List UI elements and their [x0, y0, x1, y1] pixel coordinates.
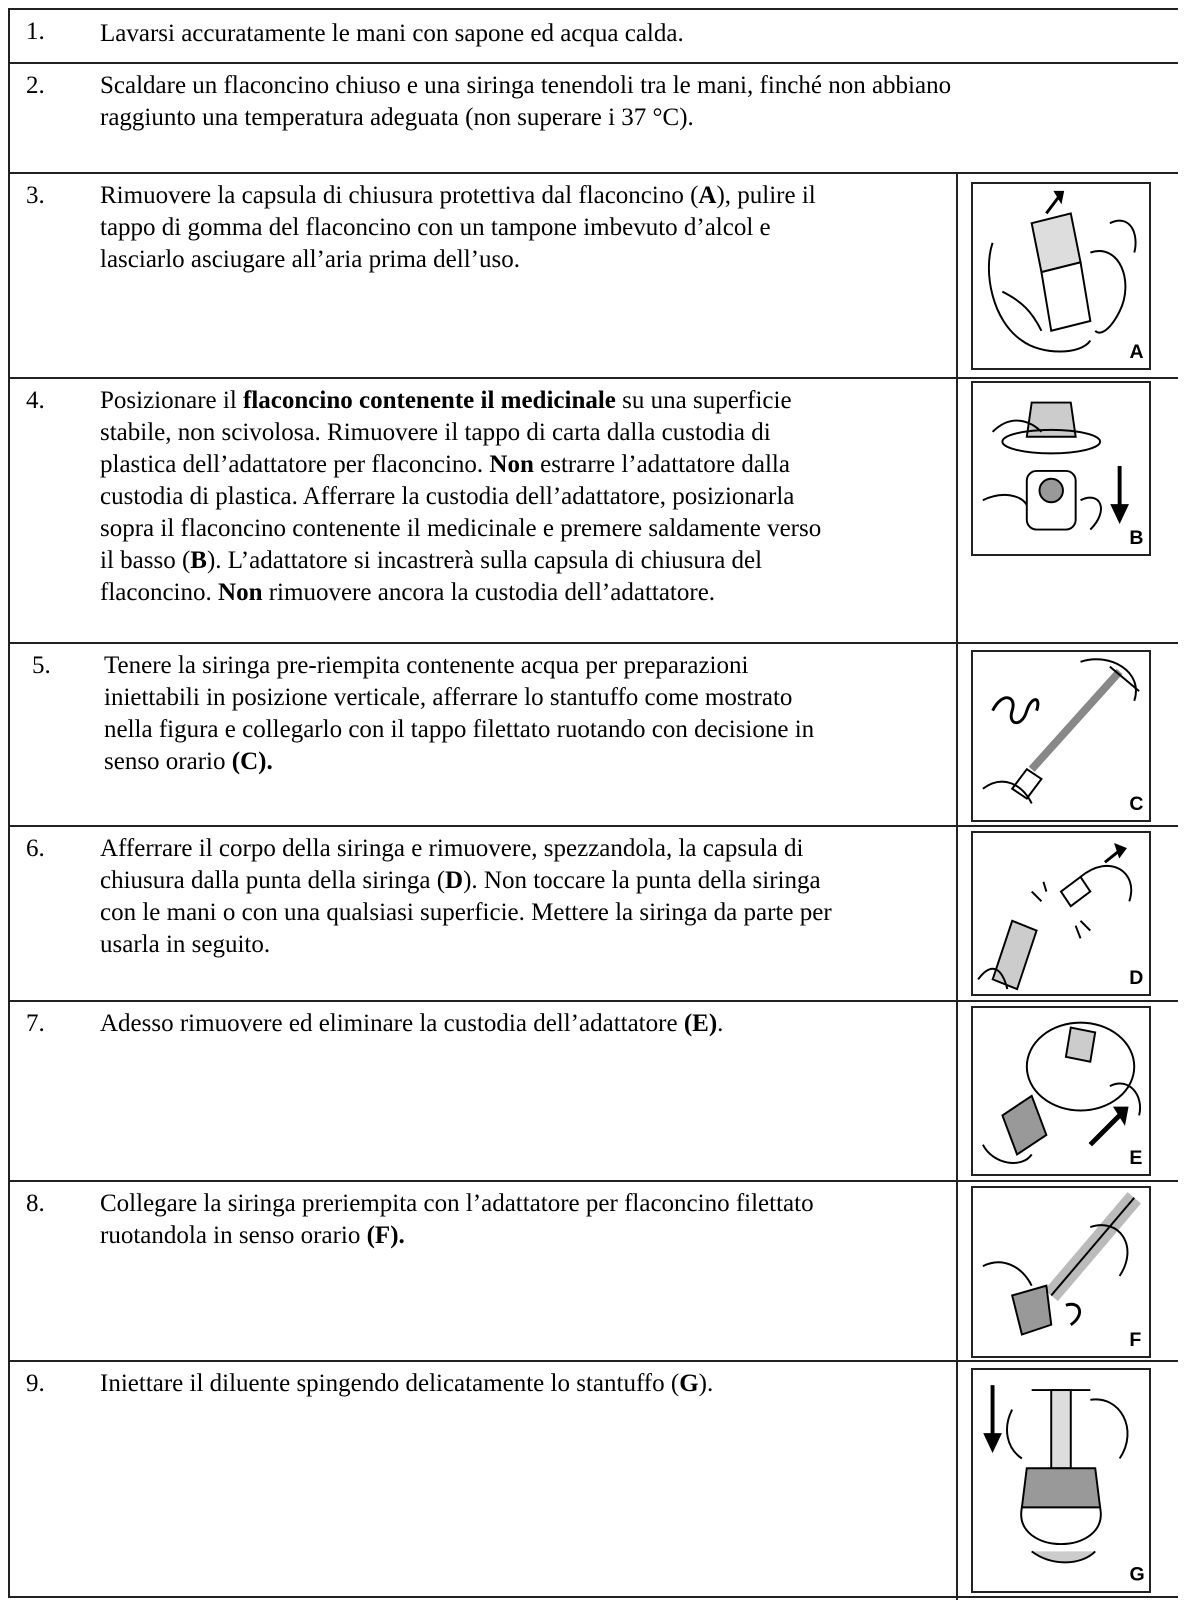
step-text-line: Scaldare un flaconcino chiuso e una siringa tenendoli tra le mani, finché non abbiano — [100, 72, 952, 99]
step-text — [100, 18, 684, 50]
step-text-line: raggiunto una temperatura adeguata (non superare i 37 °C). — [100, 104, 694, 131]
step-number: 8. — [26, 1190, 45, 1217]
column-divider — [956, 1002, 958, 1182]
step-text-line: con le mani o con una qualsiasi superficie. Mettere la siringa da parte per — [100, 899, 832, 926]
hand-vial-cap-icon — [973, 184, 1149, 368]
figure-d-illustration — [971, 831, 1151, 996]
connect-syringe-icon — [973, 1188, 1149, 1356]
column-divider — [956, 1362, 958, 1600]
figure-letter: F — [1129, 1329, 1142, 1352]
figure-e-illustration — [971, 1006, 1151, 1176]
step-number: 9. — [26, 1370, 45, 1397]
instructions-table — [8, 8, 1178, 1598]
figure-letter: A — [1129, 341, 1144, 364]
step-text — [100, 1368, 713, 1400]
figure-b-illustration — [971, 381, 1151, 556]
syringe-cap-snap-icon — [973, 833, 1149, 994]
step-row-8 — [8, 1180, 1178, 1360]
step-text-line: Iniettare il diluente spingendo delicatamente lo stantuffo (G). — [100, 1370, 714, 1397]
figure-g-illustration — [971, 1368, 1151, 1593]
step-text — [100, 385, 821, 609]
step-text-line: Rimuovere la capsula di chiusura protettiva dal flaconcino (A), pulire il — [100, 182, 816, 209]
step-number: 7. — [26, 1010, 45, 1037]
figure-letter: B — [1129, 527, 1144, 550]
step-text-line: tappo di gomma del flaconcino con un tampone imbevuto d’alcol e — [100, 214, 771, 241]
column-divider — [956, 827, 958, 1002]
step-text — [100, 1188, 814, 1252]
figure-letter: C — [1129, 793, 1144, 816]
step-text-line: il basso (B). L’adattatore si incastrerà sulla capsula di chiusura del — [100, 547, 763, 574]
remove-adapter-housing-icon — [973, 1008, 1149, 1174]
step-text-line: sopra il flaconcino contenente il medicinale e premere saldamente verso — [100, 515, 822, 542]
column-divider — [956, 644, 958, 827]
syringe-plunger-icon — [973, 652, 1149, 820]
step-number: 2. — [26, 72, 45, 99]
step-text-line: Posizionare il flaconcino contenente il medicinale su una superficie — [100, 387, 792, 414]
step-number: 3. — [26, 182, 45, 209]
step-text-line: Tenere la siringa pre-riempita contenente acqua per preparazioni — [104, 652, 749, 679]
step-text-line: Afferrare il corpo della siringa e rimuovere, spezzandola, la capsula di — [100, 835, 804, 862]
step-text-line: nella figura e collegarlo con il tappo filettato ruotando con decisione in — [104, 716, 815, 743]
step-text — [100, 1008, 723, 1040]
step-row-3 — [8, 172, 1178, 377]
inject-diluent-icon — [973, 1370, 1149, 1591]
step-text-line: Adesso rimuovere ed eliminare la custodia dell’adattatore (E). — [100, 1010, 724, 1037]
step-text — [100, 180, 816, 276]
step-number: 6. — [26, 835, 45, 862]
step-row-7 — [8, 1000, 1178, 1180]
figure-a-illustration — [971, 182, 1151, 370]
step-text-line: senso orario (C). — [104, 748, 273, 775]
figure-letter: E — [1129, 1147, 1143, 1170]
step-row-1 — [8, 8, 1178, 62]
step-text-line: Lavarsi accuratamente le mani con sapone ed acqua calda. — [100, 20, 684, 47]
step-text — [104, 650, 814, 778]
step-text-line: stabile, non scivolosa. Rimuovere il tappo di carta dalla custodia di — [100, 419, 771, 446]
figure-letter: G — [1129, 1563, 1145, 1586]
column-divider — [956, 379, 958, 644]
step-row-5 — [8, 642, 1178, 825]
step-row-2 — [8, 62, 1178, 172]
step-number: 1. — [26, 18, 45, 45]
step-text — [100, 70, 951, 134]
step-row-9 — [8, 1360, 1178, 1598]
figure-f-illustration — [971, 1186, 1151, 1358]
step-text-line: iniettabili in posizione verticale, afferrare lo stantuffo come mostrato — [104, 684, 793, 711]
step-text-line: usarla in seguito. — [100, 931, 271, 958]
step-text-line: Collegare la siringa preriempita con l’adattatore per flaconcino filettato — [100, 1190, 814, 1217]
step-text-line: plastica dell’adattatore per flaconcino. Non estrarre l’adattatore dalla — [100, 451, 790, 478]
step-row-4 — [8, 377, 1178, 642]
adapter-on-vial-icon — [973, 383, 1149, 554]
step-text-line: custodia di plastica. Afferrare la custodia dell’adattatore, posizionarla — [100, 483, 795, 510]
step-text — [100, 833, 832, 961]
step-text-line: flaconcino. Non rimuovere ancora la custodia dell’adattatore. — [100, 579, 716, 606]
step-row-6 — [8, 825, 1178, 1000]
step-number: 5. — [32, 652, 51, 679]
figure-letter: D — [1129, 967, 1144, 990]
step-text-line: lasciarlo asciugare all’aria prima dell’uso. — [100, 246, 520, 273]
table-left-border — [8, 8, 10, 1598]
step-text-line: chiusura dalla punta della siringa (D). Non toccare la punta della siringa — [100, 867, 821, 894]
column-divider — [956, 174, 958, 379]
figure-c-illustration — [971, 650, 1151, 822]
column-divider — [956, 1182, 958, 1362]
step-number: 4. — [26, 387, 45, 414]
step-text-line: ruotandola in senso orario (F). — [100, 1222, 405, 1249]
